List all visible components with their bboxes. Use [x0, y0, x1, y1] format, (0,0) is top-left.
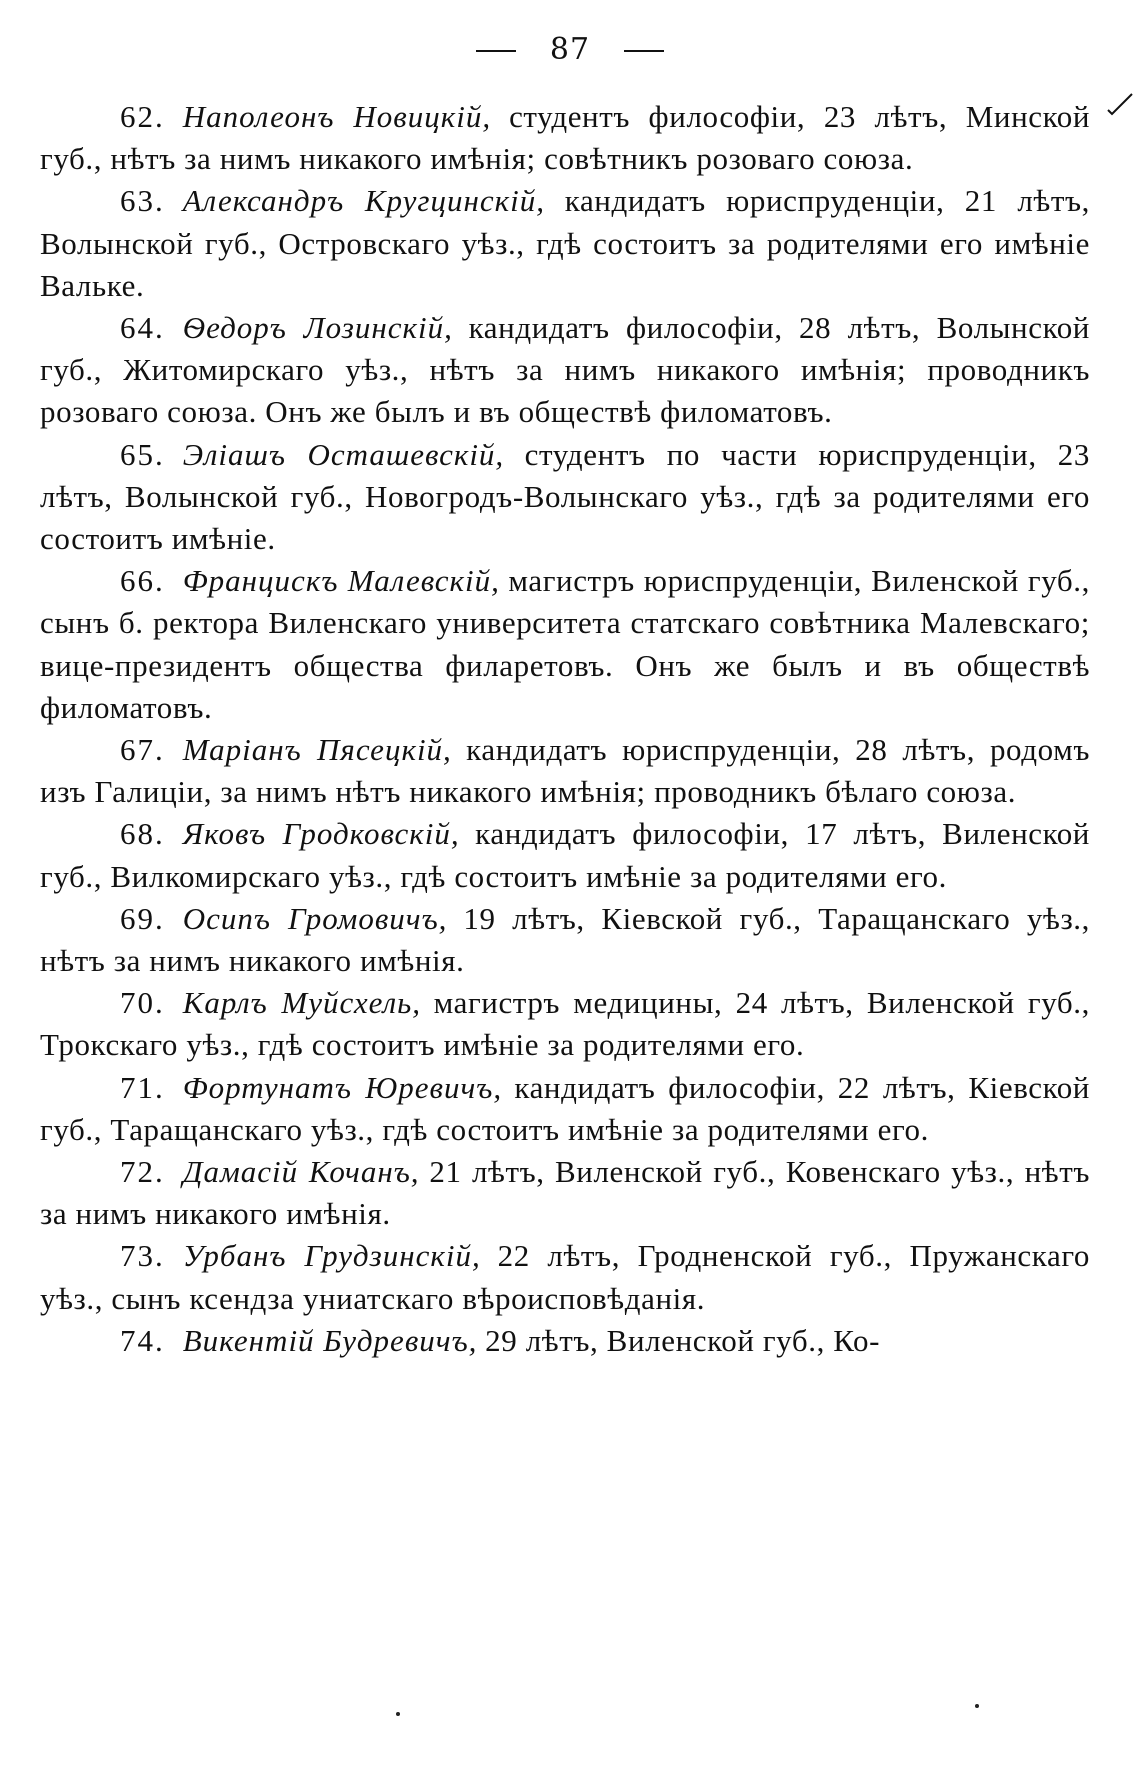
entry-name: Яковъ Гродковскій,	[182, 816, 460, 852]
entry-name: Урбанъ Грудзинскій,	[182, 1238, 481, 1274]
entry-description: студентъ по части юриспруденціи, 23 лѣтъ, Волынской губ., Новогродъ-Волынскаго уѣз., гдѣ за родителями его состоитъ имѣніе.	[40, 436, 1090, 557]
checkmark-icon	[1106, 92, 1134, 116]
entry-number: 66.	[120, 563, 165, 599]
entry-name: Эліашъ Осташевскій,	[182, 436, 505, 472]
entry-name: Наполеонъ Новицкій,	[182, 99, 492, 134]
entry-description: 21 лѣтъ, Виленской губ., Ковенскаго уѣз., нѣтъ за нимъ никакого имѣнія.	[40, 1154, 1090, 1232]
entry-name: Викентій Будревичъ,	[182, 1322, 478, 1358]
entry-name: Францискъ Малевскій,	[182, 563, 500, 599]
entry-description: кандидатъ юриспруденціи, 28 лѣтъ, родомъ изъ Галиціи, за нимъ нѣтъ никакого имѣнія; проводникъ бѣлаго союза.	[40, 732, 1090, 810]
scan-speck	[396, 1712, 400, 1716]
entry-64	[40, 307, 1090, 434]
entry-name: Дамасій Кочанъ,	[182, 1154, 420, 1190]
entry-66	[40, 560, 1090, 729]
entry-68	[40, 813, 1090, 897]
entry-number: 62.	[120, 99, 165, 134]
entry-description: 22 лѣтъ, Гродненской губ., Пружанскаго уѣз., сынъ ксендза униатскаго вѣроисповѣданія.	[40, 1238, 1090, 1316]
left-dash	[476, 50, 516, 52]
entry-number: 65.	[120, 436, 165, 472]
entry-number: 67.	[120, 732, 165, 768]
entry-description: кандидатъ философіи, 28 лѣтъ, Волынской губ., Житомирскаго уѣз., нѣтъ за нимъ никакого имѣнія; проводникъ розоваго союза. Онъ же былъ и въ обществѣ филоматовъ.	[40, 310, 1090, 430]
entry-number: 63.	[120, 183, 165, 219]
entry-71	[40, 1067, 1090, 1151]
entry-70	[40, 982, 1090, 1066]
entry-name: Карлъ Муйсхель,	[182, 985, 421, 1021]
entries-list	[40, 96, 1090, 1362]
entry-description: кандидатъ юриспруденціи, 21 лѣтъ, Волынской губ., Островскаго уѣз., гдѣ состоитъ за родителями его имѣніе Вальке.	[40, 183, 1090, 303]
entry-name: Фортунатъ Юревичъ,	[182, 1069, 503, 1105]
entry-number: 71.	[120, 1069, 165, 1105]
page-number	[0, 32, 1140, 67]
entry-65	[40, 434, 1090, 561]
entry-description: 29 лѣтъ, Виленской губ., Ко-	[485, 1322, 881, 1358]
entry-number: 72.	[120, 1154, 165, 1190]
entry-name: Александръ Кругцинскій,	[182, 183, 545, 219]
entry-74	[40, 1320, 1090, 1362]
entry-name: Маріанъ Пясецкій,	[182, 732, 452, 768]
entry-62	[40, 96, 1090, 180]
entry-description: кандидатъ философіи, 17 лѣтъ, Виленской губ., Вилкомирскаго уѣз., гдѣ состоитъ имѣніе за родителями его.	[40, 816, 1090, 894]
entry-63	[40, 180, 1090, 307]
right-dash	[624, 50, 664, 52]
entry-number: 64.	[120, 310, 165, 346]
entry-69	[40, 898, 1090, 982]
entry-number: 70.	[120, 985, 165, 1021]
entry-72	[40, 1151, 1090, 1235]
page-number-value: 87	[549, 32, 591, 67]
entry-description: магистръ юриспруденціи, Виленской губ., сынъ б. ректора Виленскаго университета статскаго совѣтника Малевскаго; вице-президентъ общества филаретовъ. Онъ же былъ и въ обществѣ филоматовъ.	[40, 563, 1091, 725]
entry-description: кандидатъ философіи, 22 лѣтъ, Кіевской губ., Таращанскаго уѣз., гдѣ состоитъ имѣніе за родителями его.	[40, 1069, 1090, 1147]
entry-number: 69.	[120, 900, 165, 936]
entry-number: 74.	[120, 1322, 165, 1358]
entry-67	[40, 729, 1090, 813]
entry-description: магистръ медицины, 24 лѣтъ, Виленской губ., Трокскаго уѣз., гдѣ состоитъ имѣніе за родителями его.	[40, 985, 1090, 1063]
entry-73	[40, 1235, 1090, 1319]
entry-name: Ѳедоръ Лозинскій,	[182, 310, 453, 346]
entry-description: студентъ философіи, 23 лѣтъ, Минской губ., нѣтъ за нимъ никакого имѣнія; совѣтникъ розоваго союза.	[40, 99, 1091, 177]
entry-number: 68.	[120, 816, 165, 852]
entry-name: Осипъ Громовичъ,	[182, 900, 448, 936]
scan-speck	[975, 1704, 979, 1708]
entry-number: 73.	[120, 1238, 165, 1274]
entry-description: 19 лѣтъ, Кіевской губ., Таращанскаго уѣз., нѣтъ за нимъ никакого имѣнія.	[40, 900, 1091, 979]
